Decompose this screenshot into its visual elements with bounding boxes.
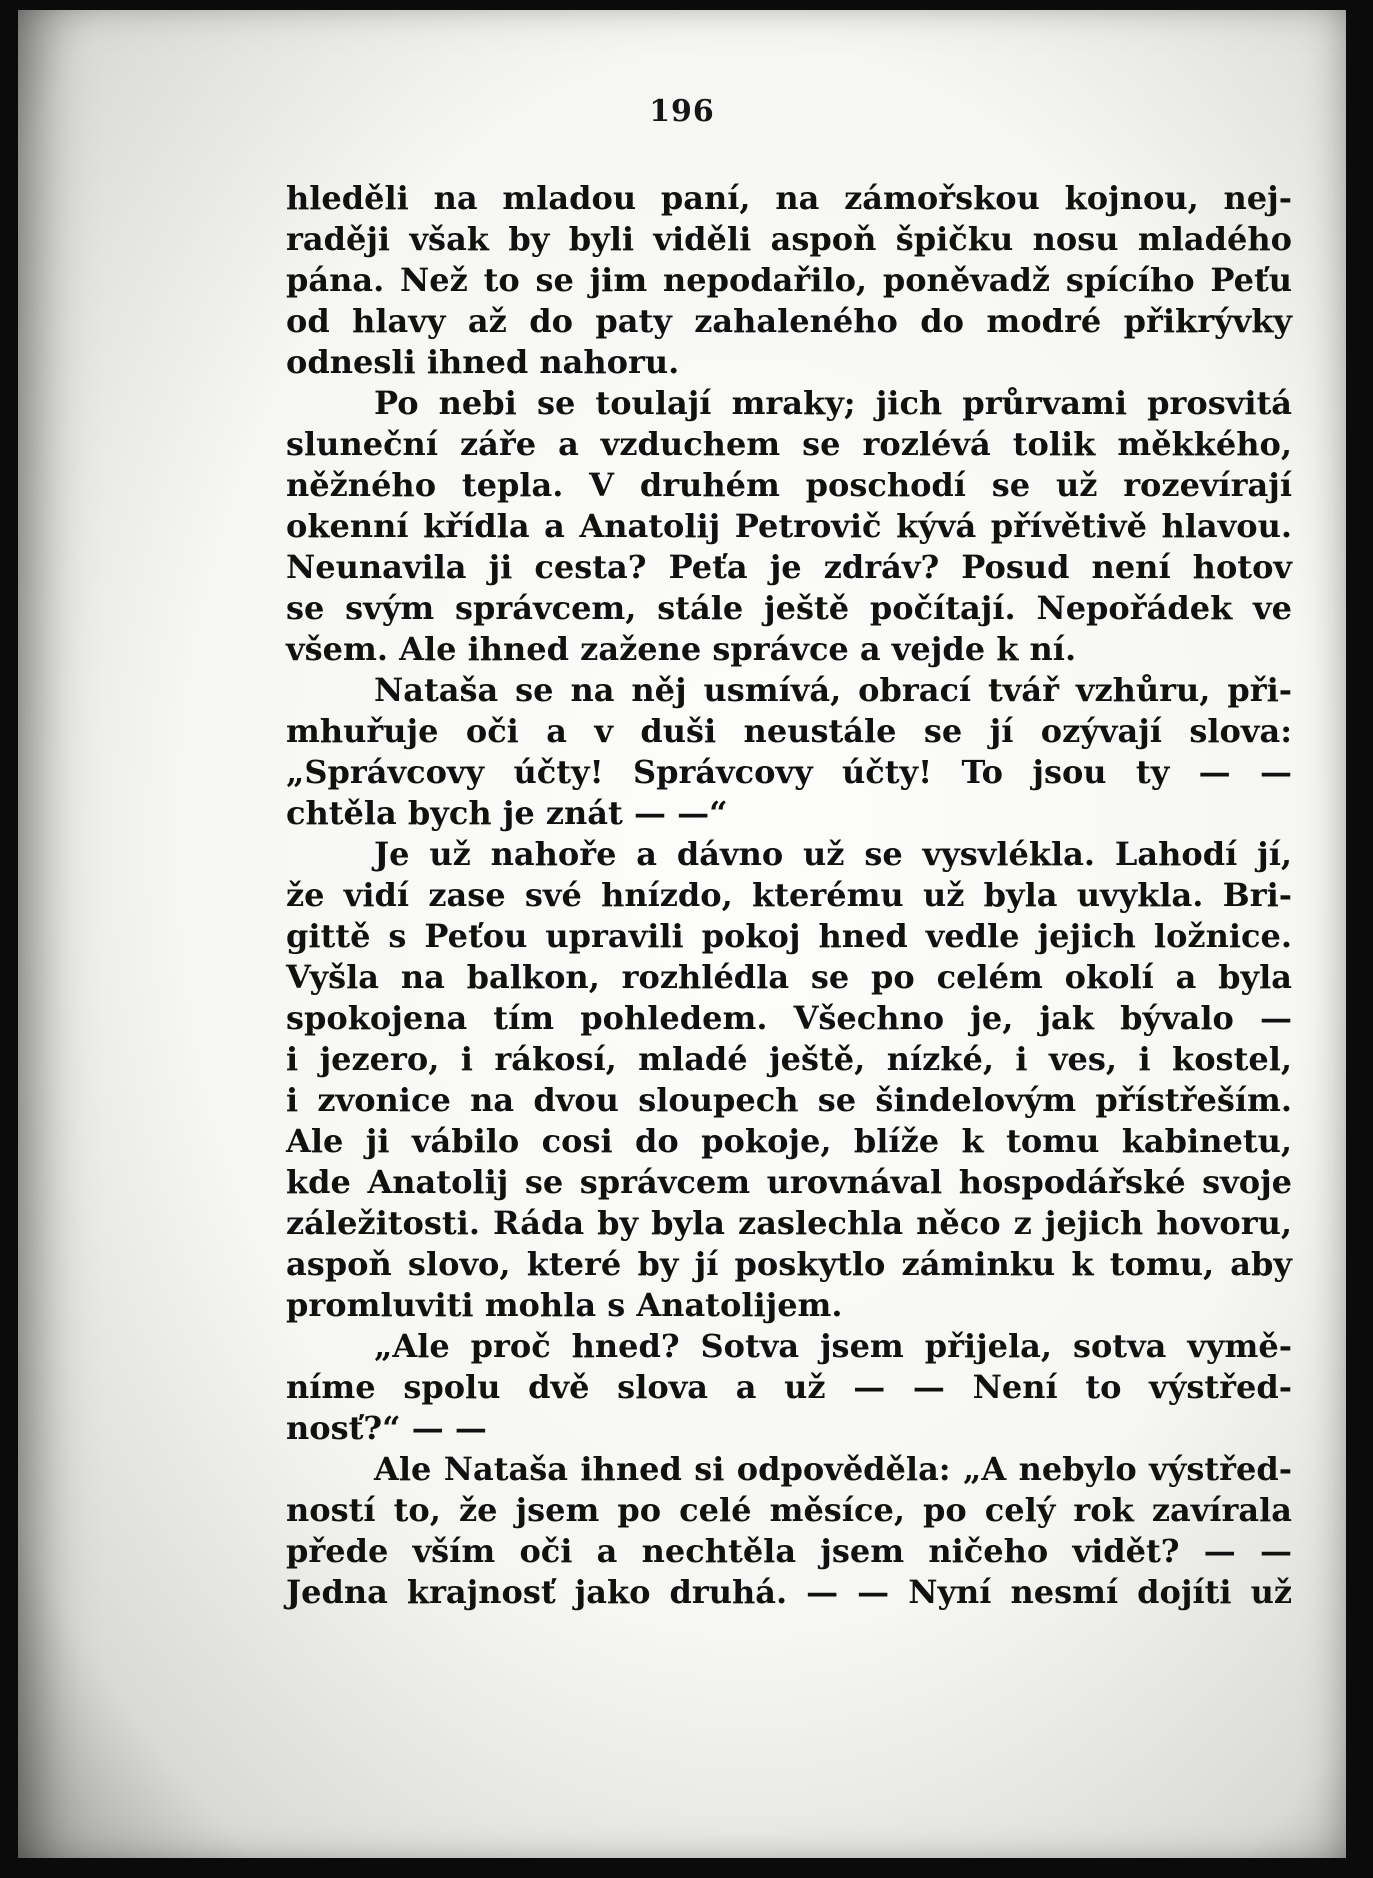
text-line: mhuřuje oči a v duši neustále se jí ozývají slova: — [286, 712, 1292, 750]
text-line: záležitosti. Ráda by byla zaslechla něco z jejich hovoru, — [286, 1204, 1292, 1242]
text-line: chtěla bych je znát — —“ — [286, 794, 728, 832]
text-line: že vidí zase své hnízdo, kterému už byla uvykla. Bri- — [286, 876, 1292, 914]
text-line: Neunavila ji cesta? Peťa je zdráv? Posud není hotov — [286, 548, 1292, 586]
text-line: Ale Nataša ihned si odpověděla: „A nebylo výstřed- — [374, 1450, 1292, 1488]
text-line: „Správcovy účty! Správcovy účty! To jsou ty — — — [286, 753, 1292, 791]
text-line: pána. Než to se jim nepodařilo, poněvadž spícího Peťu — [286, 261, 1292, 299]
text-line: i jezero, i rákosí, mladé ještě, nízké, i ves, i kostel, — [286, 1040, 1292, 1078]
body-text — [286, 178, 1292, 1613]
text-line: Nataša se na něj usmívá, obrací tvář vzhůru, při- — [374, 671, 1292, 709]
text-line: okenní křídla a Anatolij Petrovič kývá přívětivě hlavou. — [286, 507, 1292, 545]
text-line: odnesli ihned nahoru. — [286, 343, 680, 381]
text-line: přede vším oči a nechtěla jsem ničeho vidět? — — — [286, 1532, 1292, 1570]
text-line: něžného tepla. V druhém poschodí se už rozevírají — [286, 466, 1292, 504]
text-line: aspoň slovo, které by jí poskytlo záminku k tomu, aby — [286, 1245, 1292, 1283]
text-line: i zvonice na dvou sloupech se šindelovým přístřeším. — [286, 1081, 1292, 1119]
text-line: kde Anatolij se správcem urovnával hospodářské svoje — [286, 1163, 1292, 1201]
text-line: promluviti mohla s Anatolijem. — [286, 1286, 843, 1324]
text-line: Po nebi se toulají mraky; jich průrvami prosvitá — [374, 384, 1292, 422]
text-line: Je už nahoře a dávno už se vysvlékla. Lahodí jí, — [374, 835, 1292, 873]
text-line: sluneční záře a vzduchem se rozlévá tolik měkkého, — [286, 425, 1292, 463]
text-line: spokojena tím pohledem. Všechno je, jak bývalo — — [286, 999, 1292, 1037]
text-line: všem. Ale ihned zažene správce a vejde k ní. — [286, 630, 1077, 668]
text-line: Jedna krajnosť jako druhá. — — Nyní nesmí dojíti už — [286, 1573, 1292, 1611]
text-line: níme spolu dvě slova a už — — Není to výstřed- — [286, 1368, 1292, 1406]
text-line: gittě s Peťou upravili pokoj hned vedle jejich ložnice. — [286, 917, 1292, 955]
text-line: Ale ji vábilo cosi do pokoje, blíže k tomu kabinetu, — [286, 1122, 1292, 1160]
text-line: raději však by byli viděli aspoň špičku nosu mladého — [286, 220, 1292, 258]
text-line: Vyšla na balkon, rozhlédla se po celém okolí a byla — [286, 958, 1292, 996]
text-line: od hlavy až do paty zahaleného do modré přikrývky — [286, 302, 1292, 340]
text-line: „Ale proč hned? Sotva jsem přijela, sotva vymě- — [374, 1327, 1292, 1365]
text-line: hleděli na mladou paní, na zámořskou kojnou, nej- — [286, 179, 1292, 217]
page-number: 196 — [649, 94, 715, 129]
text-line: se svým správcem, stále ještě počítají. Nepořádek ve — [286, 589, 1292, 627]
book-page — [18, 10, 1346, 1858]
text-line: ností to, že jsem po celé měsíce, po celý rok zavírala — [286, 1491, 1292, 1529]
text-line: nosť?“ — — — [286, 1409, 487, 1447]
